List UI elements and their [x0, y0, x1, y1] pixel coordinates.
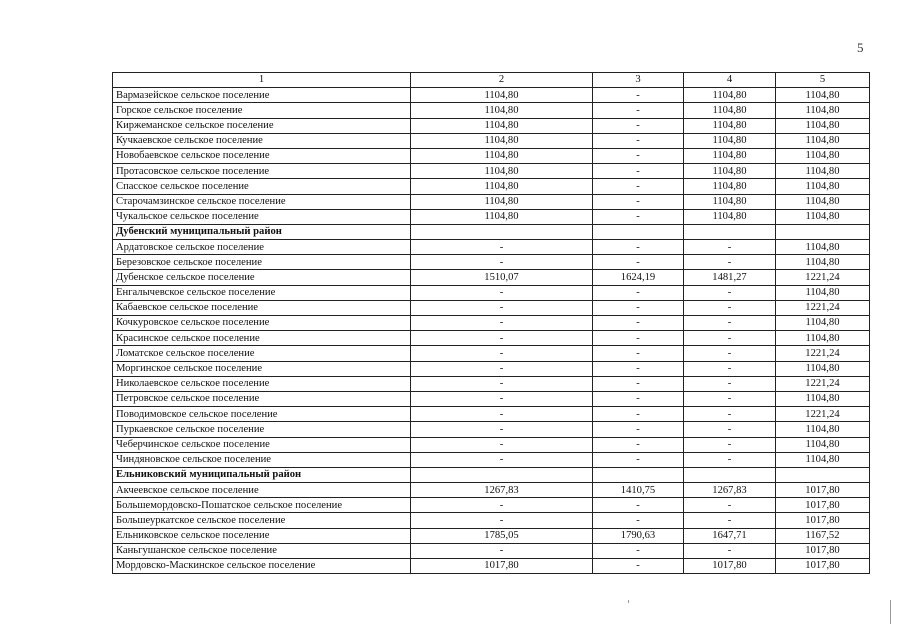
settlement-name: Березовское сельское поселение — [113, 255, 411, 270]
value-cell-col2 — [411, 467, 593, 482]
value-cell-col3: - — [593, 88, 684, 103]
value-cell-col5: 1104,80 — [776, 194, 870, 209]
value-cell-col2: 1785,05 — [411, 528, 593, 543]
value-cell-col2: - — [411, 331, 593, 346]
value-cell-col2: 1104,80 — [411, 148, 593, 163]
value-cell-col2: 1104,80 — [411, 164, 593, 179]
value-cell-col5: 1104,80 — [776, 361, 870, 376]
value-cell-col3: - — [593, 255, 684, 270]
value-cell-col5: 1017,80 — [776, 498, 870, 513]
value-cell-col5 — [776, 467, 870, 482]
table-row — [113, 316, 870, 331]
value-cell-col4: 1017,80 — [684, 559, 776, 574]
settlement-name: Чиндяновское сельское поселение — [113, 452, 411, 467]
value-cell-col3: - — [593, 391, 684, 406]
value-cell-col2: 1017,80 — [411, 559, 593, 574]
value-cell-col2: 1104,80 — [411, 133, 593, 148]
value-cell-col5: 1017,80 — [776, 483, 870, 498]
section-header-row — [113, 467, 870, 482]
value-cell-col2: - — [411, 346, 593, 361]
value-cell-col5: 1104,80 — [776, 103, 870, 118]
value-cell-col5: 1104,80 — [776, 164, 870, 179]
value-cell-col2: - — [411, 513, 593, 528]
table-row — [113, 376, 870, 391]
settlement-name: Старочамзинское сельское поселение — [113, 194, 411, 209]
value-cell-col2: - — [411, 452, 593, 467]
value-cell-col4: - — [684, 285, 776, 300]
value-cell-col4: 1104,80 — [684, 164, 776, 179]
table-row — [113, 179, 870, 194]
settlement-name: Поводимовское сельское поселение — [113, 407, 411, 422]
table-row — [113, 498, 870, 513]
district-name: Дубенский муниципальный район — [113, 224, 411, 239]
settlement-name: Пуркаевское сельское поселение — [113, 422, 411, 437]
value-cell-col3: - — [593, 103, 684, 118]
settlement-name: Протасовское сельское поселение — [113, 164, 411, 179]
column-header: 4 — [684, 73, 776, 88]
value-cell-col2: 1104,80 — [411, 179, 593, 194]
value-cell-col3: - — [593, 513, 684, 528]
value-cell-col2: - — [411, 285, 593, 300]
table-row — [113, 164, 870, 179]
value-cell-col2: 1104,80 — [411, 88, 593, 103]
table-row — [113, 528, 870, 543]
value-cell-col3: - — [593, 543, 684, 558]
value-cell-col5: 1104,80 — [776, 285, 870, 300]
value-cell-col2 — [411, 224, 593, 239]
value-cell-col3: - — [593, 209, 684, 224]
value-cell-col3: - — [593, 361, 684, 376]
column-header: 1 — [113, 73, 411, 88]
value-cell-col5: 1017,80 — [776, 513, 870, 528]
value-cell-col2: - — [411, 240, 593, 255]
value-cell-col5: 1104,80 — [776, 209, 870, 224]
table-row — [113, 285, 870, 300]
value-cell-col4: 1104,80 — [684, 209, 776, 224]
value-cell-col2: 1104,80 — [411, 118, 593, 133]
value-cell-col2: 1104,80 — [411, 194, 593, 209]
value-cell-col5: 1221,24 — [776, 346, 870, 361]
value-cell-col5: 1104,80 — [776, 391, 870, 406]
settlement-name: Вармазейское сельское поселение — [113, 88, 411, 103]
table-row — [113, 194, 870, 209]
value-cell-col3: - — [593, 452, 684, 467]
value-cell-col3: 1624,19 — [593, 270, 684, 285]
value-cell-col5 — [776, 224, 870, 239]
value-cell-col3: - — [593, 407, 684, 422]
value-cell-col2: - — [411, 437, 593, 452]
column-header: 2 — [411, 73, 593, 88]
value-cell-col5: 1104,80 — [776, 255, 870, 270]
value-cell-col4: - — [684, 407, 776, 422]
value-cell-col3: - — [593, 179, 684, 194]
table-row — [113, 148, 870, 163]
value-cell-col5: 1104,80 — [776, 316, 870, 331]
settlement-name: Енгалычевское сельское поселение — [113, 285, 411, 300]
value-cell-col4: 1104,80 — [684, 118, 776, 133]
value-cell-col3: - — [593, 118, 684, 133]
table-row — [113, 422, 870, 437]
value-cell-col4: - — [684, 391, 776, 406]
value-cell-col4: - — [684, 240, 776, 255]
value-cell-col4: - — [684, 513, 776, 528]
settlement-name: Николаевское сельское поселение — [113, 376, 411, 391]
value-cell-col3: - — [593, 559, 684, 574]
column-header: 5 — [776, 73, 870, 88]
value-cell-col4: - — [684, 422, 776, 437]
value-cell-col5: 1104,80 — [776, 133, 870, 148]
settlement-name: Красинское сельское поселение — [113, 331, 411, 346]
value-cell-col2: 1104,80 — [411, 103, 593, 118]
value-cell-col3: - — [593, 300, 684, 315]
table-row — [113, 483, 870, 498]
table-row — [113, 543, 870, 558]
value-cell-col3: - — [593, 148, 684, 163]
value-cell-col3: 1410,75 — [593, 483, 684, 498]
value-cell-col2: - — [411, 300, 593, 315]
table-header-row — [113, 73, 870, 88]
settlement-name: Петровское сельское поселение — [113, 391, 411, 406]
settlement-name: Моргинское сельское поселение — [113, 361, 411, 376]
settlement-name: Чукальское сельское поселение — [113, 209, 411, 224]
value-cell-col4: - — [684, 543, 776, 558]
value-cell-col5: 1221,24 — [776, 300, 870, 315]
table-row — [113, 103, 870, 118]
value-cell-col3: - — [593, 285, 684, 300]
table-row — [113, 559, 870, 574]
value-cell-col5: 1221,24 — [776, 270, 870, 285]
value-cell-col3 — [593, 467, 684, 482]
value-cell-col3: - — [593, 498, 684, 513]
value-cell-col2: 1267,83 — [411, 483, 593, 498]
settlement-name: Каньгушанское сельское поселение — [113, 543, 411, 558]
value-cell-col4 — [684, 467, 776, 482]
value-cell-col4: - — [684, 452, 776, 467]
value-cell-col4: - — [684, 376, 776, 391]
settlement-name: Большеуркатское сельское поселение — [113, 513, 411, 528]
table-row — [113, 133, 870, 148]
value-cell-col5: 1104,80 — [776, 331, 870, 346]
value-cell-col4: - — [684, 498, 776, 513]
value-cell-col4: - — [684, 300, 776, 315]
table-row — [113, 437, 870, 452]
value-cell-col2: - — [411, 316, 593, 331]
table-row — [113, 255, 870, 270]
value-cell-col4: 1104,80 — [684, 103, 776, 118]
data-table — [112, 72, 870, 574]
value-cell-col4: 1104,80 — [684, 133, 776, 148]
settlement-name: Ломатское сельское поселение — [113, 346, 411, 361]
value-cell-col5: 1221,24 — [776, 376, 870, 391]
value-cell-col4: 1481,27 — [684, 270, 776, 285]
value-cell-col4: 1267,83 — [684, 483, 776, 498]
value-cell-col4: 1104,80 — [684, 194, 776, 209]
value-cell-col4 — [684, 224, 776, 239]
value-cell-col5: 1104,80 — [776, 88, 870, 103]
value-cell-col4: - — [684, 361, 776, 376]
value-cell-col4: 1104,80 — [684, 148, 776, 163]
column-header: 3 — [593, 73, 684, 88]
value-cell-col4: - — [684, 331, 776, 346]
table-row — [113, 361, 870, 376]
value-cell-col5: 1104,80 — [776, 452, 870, 467]
value-cell-col5: 1221,24 — [776, 407, 870, 422]
table-row — [113, 452, 870, 467]
settlement-name: Акчеевское сельское поселение — [113, 483, 411, 498]
table-row — [113, 240, 870, 255]
value-cell-col3: - — [593, 240, 684, 255]
settlement-name: Кучкаевское сельское поселение — [113, 133, 411, 148]
value-cell-col3: - — [593, 376, 684, 391]
value-cell-col4: 1104,80 — [684, 179, 776, 194]
page-number: 5 — [857, 40, 864, 55]
value-cell-col4: - — [684, 316, 776, 331]
value-cell-col3: - — [593, 437, 684, 452]
value-cell-col2: 1104,80 — [411, 209, 593, 224]
section-header-row — [113, 224, 870, 239]
value-cell-col2: - — [411, 361, 593, 376]
value-cell-col4: - — [684, 255, 776, 270]
value-cell-col4: - — [684, 437, 776, 452]
table-row — [113, 391, 870, 406]
scan-mark — [890, 600, 891, 624]
value-cell-col2: - — [411, 376, 593, 391]
table-row — [113, 300, 870, 315]
value-cell-col2: - — [411, 422, 593, 437]
value-cell-col4: 1104,80 — [684, 88, 776, 103]
settlement-name: Ардатовское сельское поселение — [113, 240, 411, 255]
value-cell-col3: - — [593, 331, 684, 346]
value-cell-col5: 1167,52 — [776, 528, 870, 543]
value-cell-col3: - — [593, 422, 684, 437]
table-row — [113, 513, 870, 528]
value-cell-col5: 1104,80 — [776, 240, 870, 255]
table-row — [113, 118, 870, 133]
value-cell-col5: 1104,80 — [776, 148, 870, 163]
settlement-name: Большемордовско-Пошатское сельское поселение — [113, 498, 411, 513]
settlement-name: Киржеманское сельское поселение — [113, 118, 411, 133]
table-row — [113, 407, 870, 422]
table-row — [113, 209, 870, 224]
settlement-name: Дубенское сельское поселение — [113, 270, 411, 285]
value-cell-col3: - — [593, 194, 684, 209]
settlement-name: Чеберчинское сельское поселение — [113, 437, 411, 452]
value-cell-col3: - — [593, 164, 684, 179]
value-cell-col3: - — [593, 346, 684, 361]
value-cell-col5: 1104,80 — [776, 118, 870, 133]
settlement-name: Кабаевское сельское поселение — [113, 300, 411, 315]
value-cell-col5: 1104,80 — [776, 179, 870, 194]
value-cell-col3: 1790,63 — [593, 528, 684, 543]
value-cell-col5: 1104,80 — [776, 437, 870, 452]
value-cell-col5: 1017,80 — [776, 559, 870, 574]
settlement-name: Кочкуровское сельское поселение — [113, 316, 411, 331]
value-cell-col3 — [593, 224, 684, 239]
value-cell-col2: - — [411, 543, 593, 558]
settlement-name: Ельниковское сельское поселение — [113, 528, 411, 543]
value-cell-col2: - — [411, 391, 593, 406]
value-cell-col3: - — [593, 316, 684, 331]
district-name: Ельниковский муниципальный район — [113, 467, 411, 482]
settlement-name: Горское сельское поселение — [113, 103, 411, 118]
value-cell-col3: - — [593, 133, 684, 148]
table-row — [113, 331, 870, 346]
table-row — [113, 346, 870, 361]
value-cell-col2: - — [411, 498, 593, 513]
value-cell-col4: 1647,71 — [684, 528, 776, 543]
scan-mark — [628, 600, 629, 603]
settlement-name: Новобаевское сельское поселение — [113, 148, 411, 163]
value-cell-col5: 1017,80 — [776, 543, 870, 558]
value-cell-col2: - — [411, 407, 593, 422]
table-row — [113, 88, 870, 103]
settlement-name: Мордовско-Маскинское сельское поселение — [113, 559, 411, 574]
settlement-name: Спасское сельское поселение — [113, 179, 411, 194]
value-cell-col4: - — [684, 346, 776, 361]
table-row — [113, 270, 870, 285]
value-cell-col5: 1104,80 — [776, 422, 870, 437]
value-cell-col2: 1510,07 — [411, 270, 593, 285]
value-cell-col2: - — [411, 255, 593, 270]
